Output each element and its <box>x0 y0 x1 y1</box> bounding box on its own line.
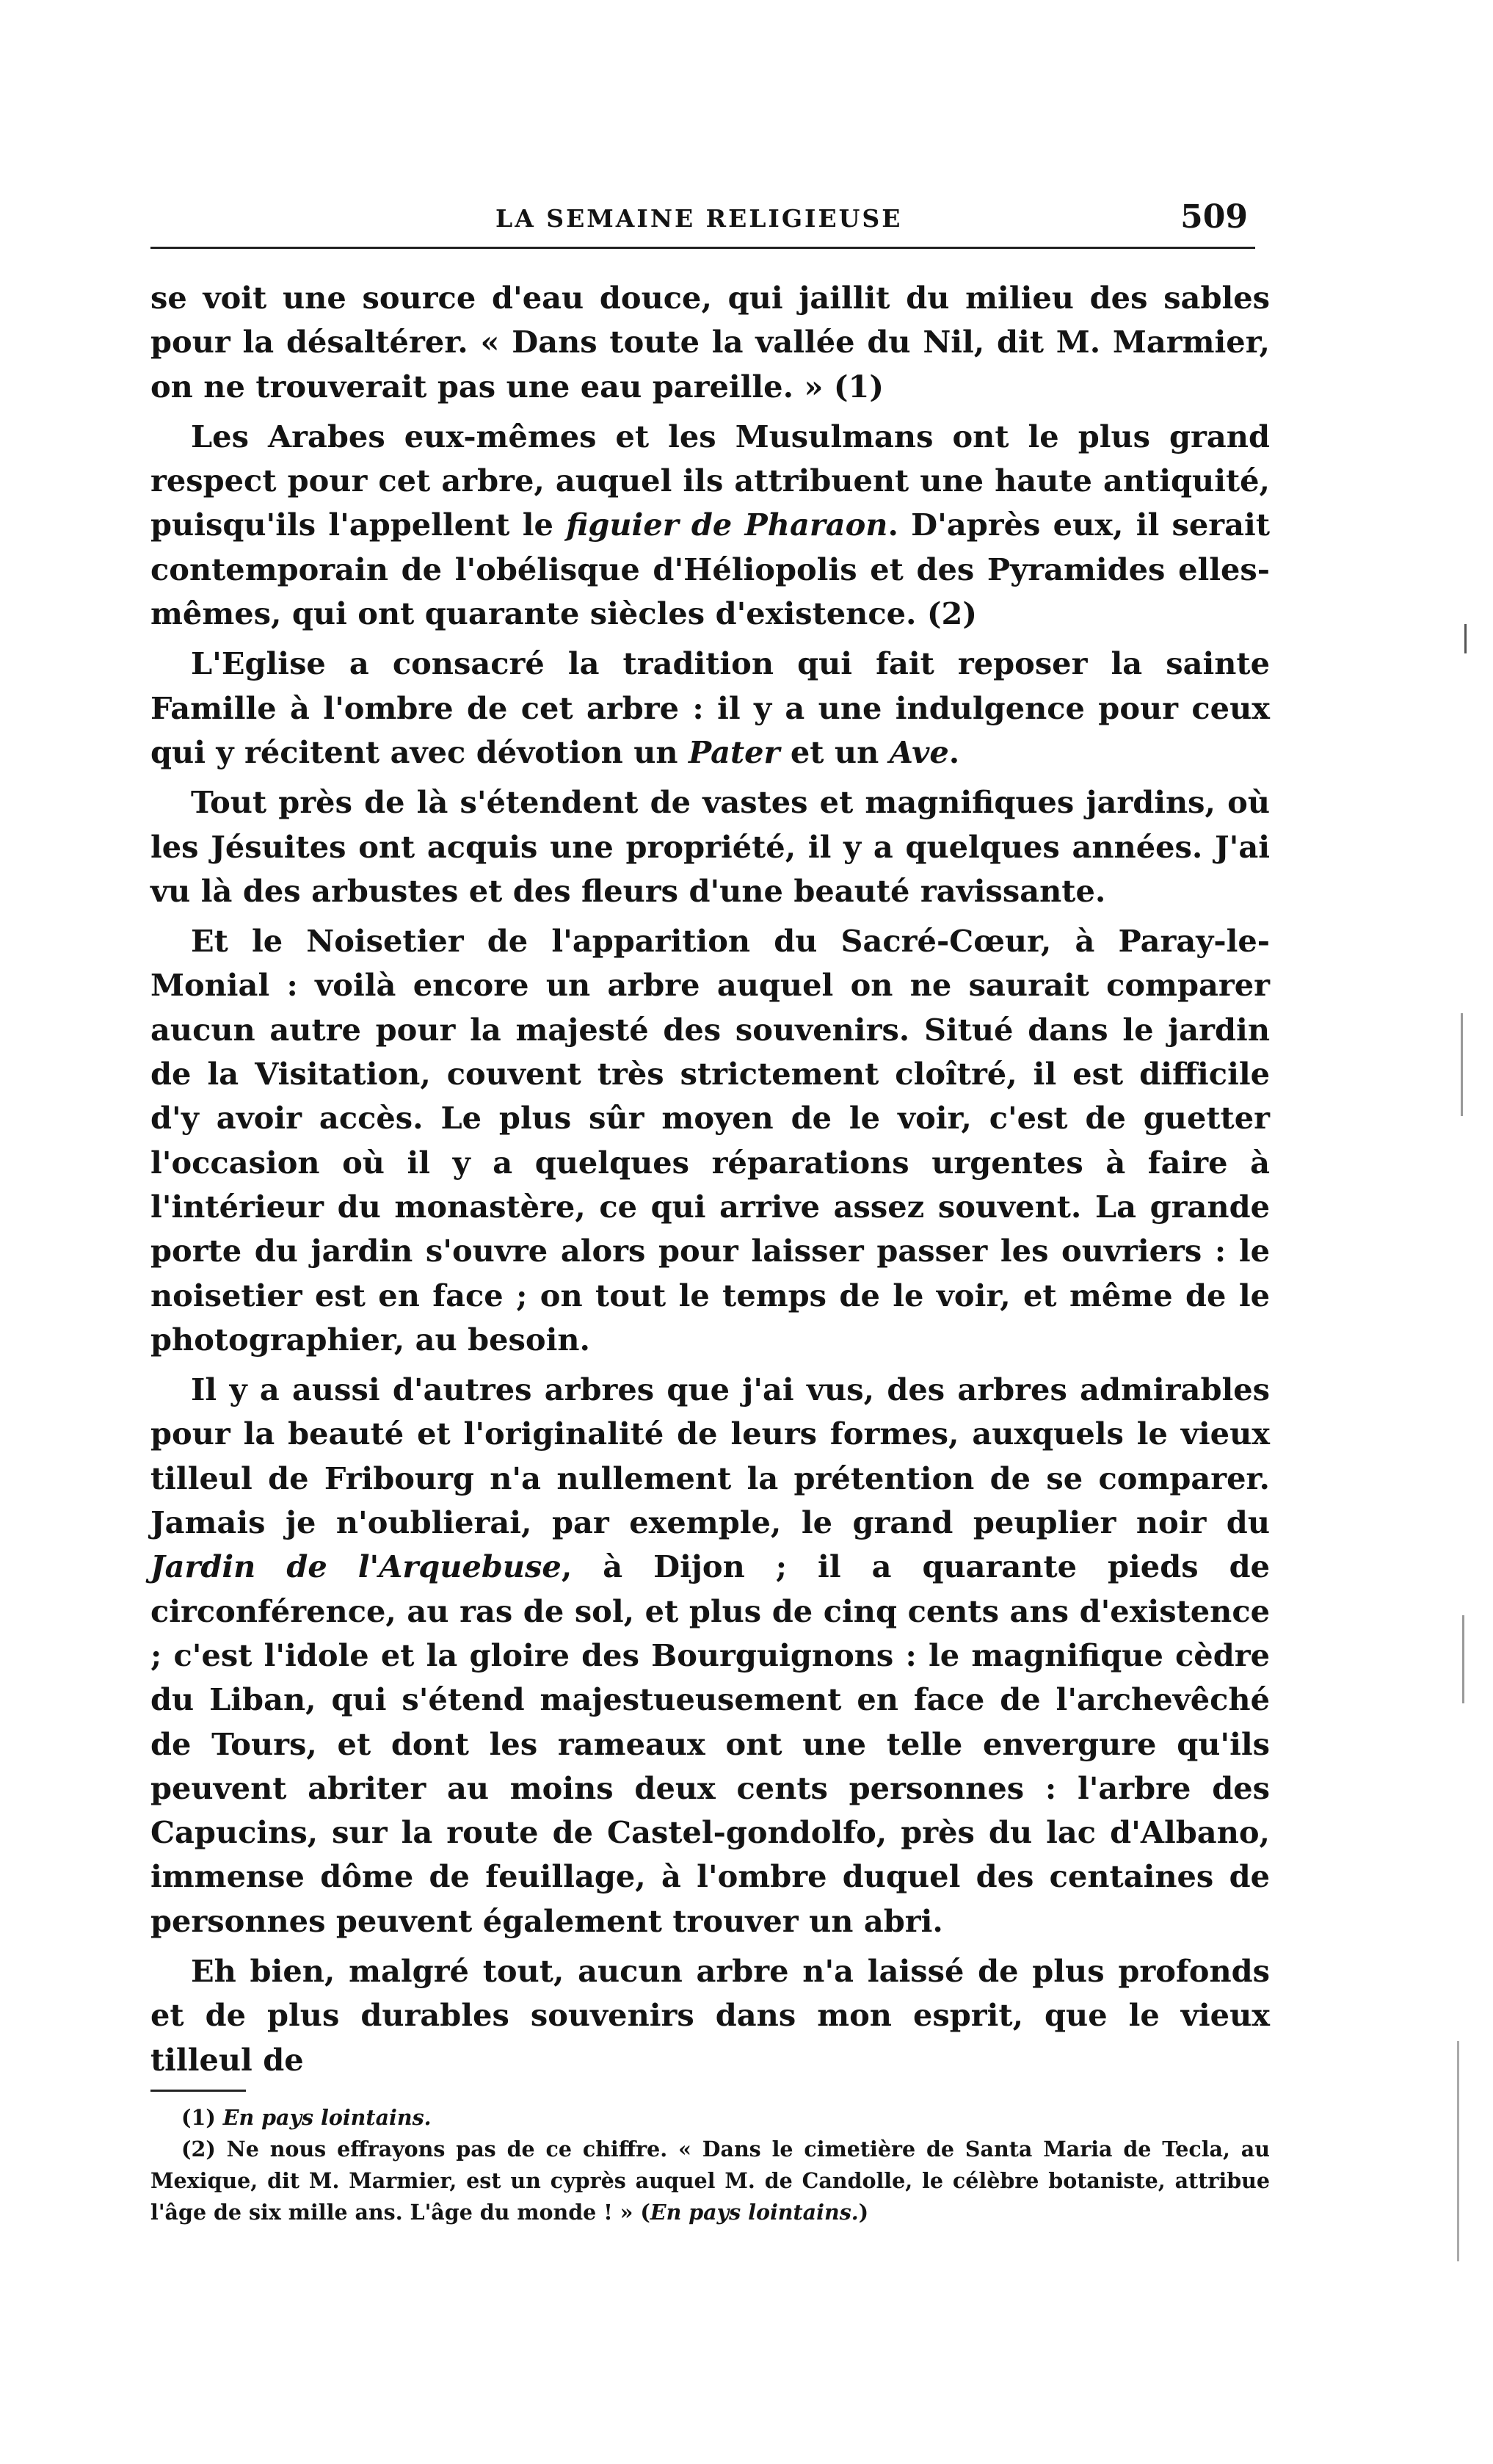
footnote <box>150 2102 1270 2134</box>
italic-text: Pater <box>689 733 780 770</box>
text-run: . <box>948 733 960 770</box>
text-run: , à Dijon ; il a quarante pieds de circonférence, au ras de sol, et plus de cinq cents ans d'existence ; c'est l'idole et la gloire des Bourguignons : le magnifique cèdre du Liban, qui s'étend majestueusement en face de l'archevêché de Tours, et dont les rameaux ont une telle envergure qu'ils peuvent abriter au moins deux cents personnes : l'arbre des Capucins, sur la route de Castel-gondolfo, près du lac d'Albano, immense dôme de feuillage, à l'ombre duquel des centaines de personnes peuvent également trouver un abri. <box>150 1548 1270 1939</box>
text-run: se voit une source d'eau douce, qui jaillit du milieu des sables pour la désaltérer. « Dans toute la vallée du Nil, dit M. Marmier, on ne trouverait pas une eau pareille. » (1) <box>150 280 1270 405</box>
page-header <box>150 198 1270 250</box>
italic-text: En pays lointains. <box>222 2104 432 2130</box>
italic-text: En pays lointains. <box>650 2199 859 2225</box>
paragraph <box>150 642 1270 775</box>
text-run: (2) Ne nous effrayons pas de ce chiffre. « Dans le cimetière de Santa Maria de Tecla, au Mexique, dit M. Marmier, est un cyprès auquel M. de Candolle, le célèbre botaniste, attribue l'âge de six mille ans. L'âge du monde ! » ( <box>150 2136 1270 2225</box>
footnote <box>150 2134 1270 2228</box>
text-run: et un <box>780 733 890 770</box>
scan-mark <box>1457 2041 1459 2261</box>
text-run: L'Eglise a consacré la tradition qui fait reposer la sainte Famille à l'ombre de cet arbre : il y a une indulgence pour ceux qui y récitent avec dévotion un <box>150 645 1270 770</box>
document-page <box>150 198 1270 2228</box>
scan-mark <box>1464 624 1467 653</box>
body-text <box>150 276 1270 2082</box>
text-run: Il y a aussi d'autres arbres que j'ai vus, des arbres admirables pour la beauté et l'originalité de leurs formes, auxquels le vieux tilleul de Fribourg n'a nullement la prétention de se comparer. Jamais je n'oublierai, par exemple, le grand peuplier noir du <box>150 1371 1270 1541</box>
italic-text: Jardin de l'Arquebuse <box>150 1548 562 1585</box>
text-run: . D'après eux, il serait contemporain de l'obélisque d'Héliopolis et des Pyramides elles-mêmes, qui ont quarante siècles d'existence. (2) <box>150 507 1270 632</box>
paragraph <box>150 415 1270 636</box>
footnotes <box>150 2102 1270 2228</box>
paragraph <box>150 919 1270 1362</box>
text-run: Et le Noisetier de l'apparition du Sacré-Cœur, à Paray-le-Monial : voilà encore un arbre auquel on ne saurait comparer aucun autre pour la majesté des souvenirs. Situé dans le jardin de la Visitation, couvent très strictement cloîtré, il est difficile d'y avoir accès. Le plus sûr moyen de le voir, c'est de guetter l'occasion où il y a quelques réparations urgentes à faire à l'intérieur du monastère, ce qui arrive assez souvent. La grande porte du jardin s'ouvre alors pour laisser passer les ouvriers : le noisetier est en face ; on tout le temps de le voir, et même de le photographier, au besoin. <box>150 923 1270 1358</box>
header-rule <box>150 247 1255 249</box>
paragraph <box>150 1949 1270 2082</box>
text-run: ) <box>858 2199 869 2225</box>
paragraph <box>150 1368 1270 1943</box>
text-run: Eh bien, malgré tout, aucun arbre n'a laissé de plus profonds et de plus durables souvenirs dans mon esprit, que le vieux tilleul de <box>150 1952 1270 2078</box>
running-title: LA SEMAINE RELIGIEUSE <box>495 204 903 233</box>
text-run: (1) <box>181 2104 223 2130</box>
footnote-rule <box>150 2090 246 2092</box>
italic-text: figuier de Pharaon <box>566 507 888 543</box>
text-run: Tout près de là s'étendent de vastes et magnifiques jardins, où les Jésuites ont acquis une propriété, il y a quelques années. J'ai vu là des arbustes et des fleurs d'une beauté ravissante. <box>150 784 1270 909</box>
page-number: 509 <box>1180 198 1248 236</box>
scan-mark <box>1462 1615 1464 1703</box>
paragraph <box>150 276 1270 409</box>
italic-text: Ave <box>889 733 949 770</box>
scan-mark <box>1461 1013 1463 1116</box>
text-run: Les Arabes eux-mêmes et les Musulmans ont le plus grand respect pour cet arbre, auquel ils attribuent une haute antiquité, puisqu'ils l'appellent le <box>150 418 1270 543</box>
paragraph <box>150 780 1270 913</box>
